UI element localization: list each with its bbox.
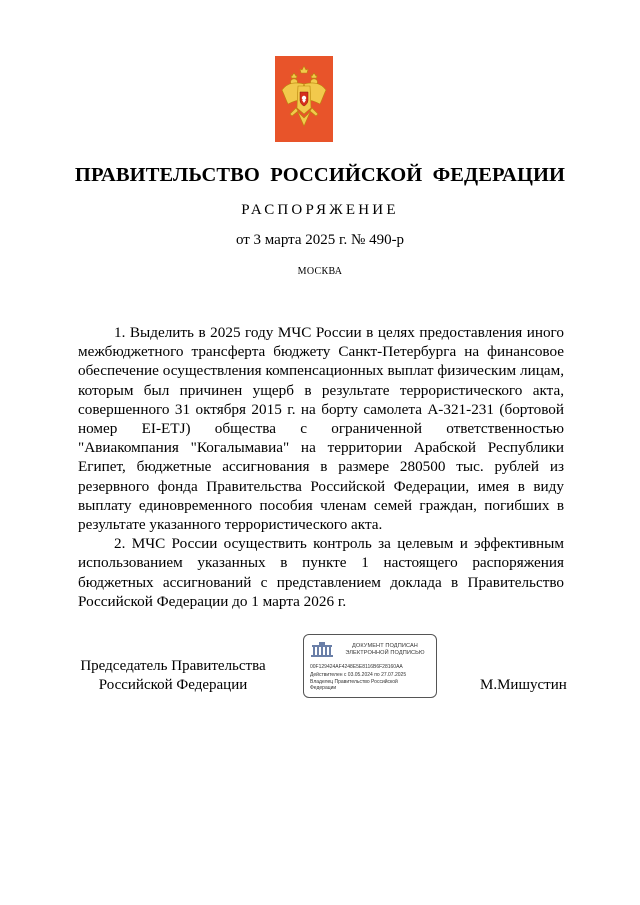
document-type: РАСПОРЯЖЕНИЕ xyxy=(241,202,399,218)
stamp-title-line1: ДОКУМЕНТ ПОДПИСАН xyxy=(352,643,418,649)
stamp-validity: Действителен с 03.05.2024 по 27.07.2025 xyxy=(310,672,407,678)
stamp-certificate: 00F129424AF4248E5E8116B6F28160AA xyxy=(310,664,403,670)
government-building-icon xyxy=(309,641,335,659)
signer-position-line2: Российской Федерации xyxy=(98,677,248,693)
document-body xyxy=(78,323,564,611)
electronic-signature-stamp xyxy=(303,634,437,698)
document-date-number: от 3 марта 2025 г. № 490-р xyxy=(235,232,405,248)
stamp-owner-line1: Владелец Правительство Российской xyxy=(310,679,398,685)
signer-position xyxy=(78,657,268,695)
stamp-title xyxy=(336,643,434,657)
stamp-owner-line2: Федерации xyxy=(310,685,337,691)
double-headed-eagle-icon xyxy=(278,64,330,134)
signer-name: М.Мишустин xyxy=(480,677,567,693)
coat-of-arms-emblem xyxy=(275,56,333,142)
paragraph-2: 2. МЧС России осуществить контроль за целевым и эффективным использованием указанных в пункте 1 настоящего распоряжения бюджетных ассигнований с представлением доклада в Правительство Российской Федерации до 1 марта 2026 г. xyxy=(78,535,564,610)
stamp-title-line2: ЭЛЕКТРОННОЙ ПОДПИСЬЮ xyxy=(345,650,425,656)
government-title: ПРАВИТЕЛЬСТВО РОССИЙСКОЙ ФЕДЕРАЦИИ xyxy=(74,164,566,186)
signer-position-line1: Председатель Правительства xyxy=(80,658,266,674)
paragraph-1: 1. Выделить в 2025 году МЧС России в целях предоставления иного межбюджетного трансферта бюджету Санкт-Петербурга на финансовое обеспечение осуществления компенсационных выплат физическим лицам, которым был причинен ущерб в результате террористического акта, совершенного 31 октября 2015 г. на борту самолета А-321-231 (бортовой номер EI-ETJ) общества с ограниченной ответственностью "Авиакомпания "Когалымавиа" на территории Арабской Республики Египет, бюджетные ассигнования в размере 280500 тыс. рублей из резервного фонда Правительства Российской Федерации, имея в виду выплату единовременного пособия членам семей граждан, погибших в результате указанного террористического акта. xyxy=(78,324,564,534)
document-city: МОСКВА xyxy=(297,266,343,277)
